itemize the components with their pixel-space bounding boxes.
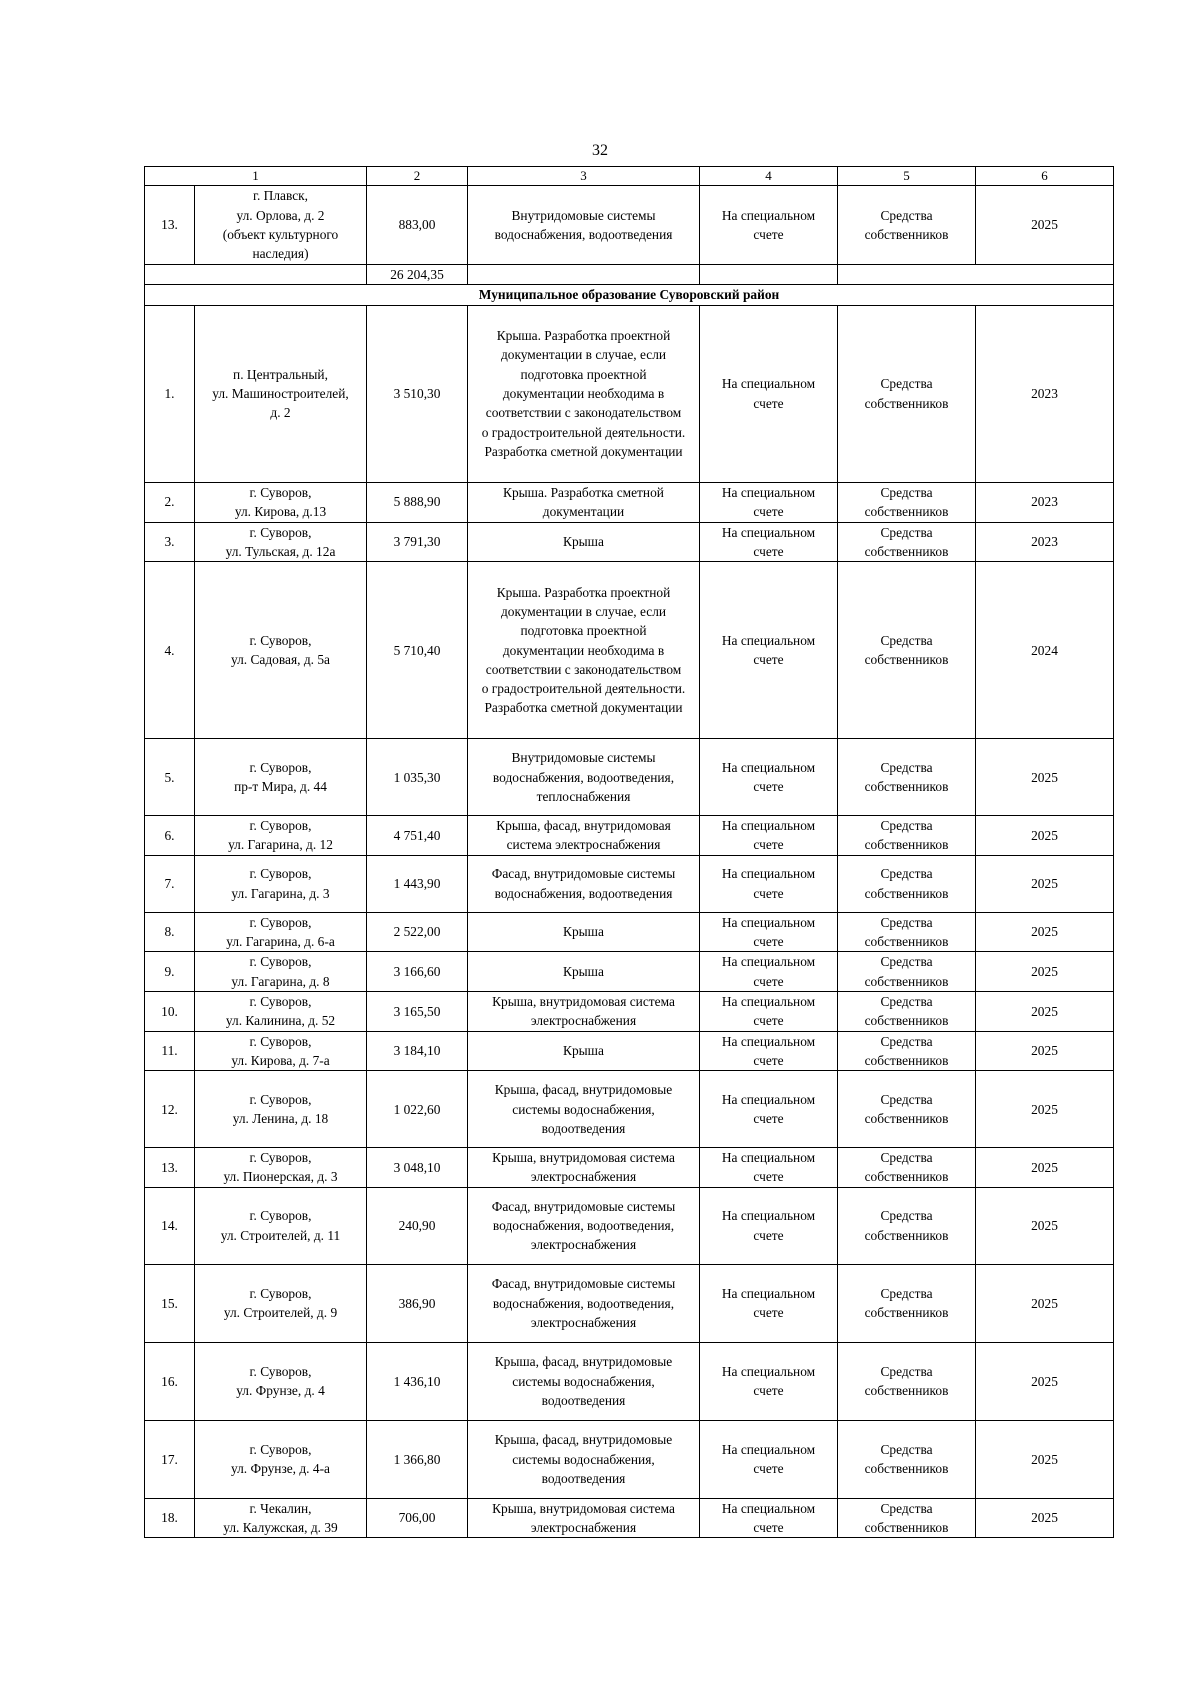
row-year: 2025 bbox=[976, 912, 1114, 952]
row-works: Крыша, внутридомовая система электроснабжения bbox=[468, 1148, 700, 1188]
row-area: 386,90 bbox=[367, 1264, 468, 1342]
row-address: г. Суворов, ул. Гагарина, д. 6-а bbox=[195, 912, 367, 952]
row-area: 2 522,00 bbox=[367, 912, 468, 952]
row-area: 1 022,60 bbox=[367, 1071, 468, 1148]
row-area: 1 436,10 bbox=[367, 1342, 468, 1420]
row-number: 1. bbox=[145, 305, 195, 482]
row-account: На специальном счете bbox=[700, 855, 838, 912]
row-number: 12. bbox=[145, 1071, 195, 1148]
row-works: Внутридомовые системы водоснабжения, водоотведения bbox=[468, 186, 700, 265]
row-source: Средства собственников bbox=[838, 1420, 976, 1498]
row-number: 6. bbox=[145, 816, 195, 856]
row-year: 2023 bbox=[976, 305, 1114, 482]
row-number: 10. bbox=[145, 991, 195, 1031]
row-source: Средства собственников bbox=[838, 522, 976, 562]
row-address: г. Суворов, ул. Гагарина, д. 12 bbox=[195, 816, 367, 856]
row-address: г. Плавск, ул. Орлова, д. 2 (объект культурного наследия) bbox=[195, 186, 367, 265]
row-works: Крыша bbox=[468, 1031, 700, 1071]
row-account: На специальном счете bbox=[700, 1264, 838, 1342]
row-number: 14. bbox=[145, 1187, 195, 1264]
row-address: г. Суворов, ул. Калинина, д. 52 bbox=[195, 991, 367, 1031]
table-row bbox=[145, 1342, 1114, 1420]
row-works: Крыша, фасад, внутридомовые системы водоснабжения, водоотведения bbox=[468, 1071, 700, 1148]
row-address: г. Суворов, ул. Садовая, д. 5а bbox=[195, 562, 367, 739]
section-title-row bbox=[145, 285, 1114, 305]
row-works: Внутридомовые системы водоснабжения, водоотведения, теплоснабжения bbox=[468, 739, 700, 816]
row-works: Крыша bbox=[468, 952, 700, 992]
row-account: На специальном счете bbox=[700, 482, 838, 522]
row-source: Средства собственников bbox=[838, 1071, 976, 1148]
capital-repair-table bbox=[144, 166, 1114, 1538]
row-address: г. Чекалин, ул. Калужская, д. 39 bbox=[195, 1498, 367, 1538]
row-area: 5 710,40 bbox=[367, 562, 468, 739]
table-row bbox=[145, 855, 1114, 912]
table-row bbox=[145, 482, 1114, 522]
row-year: 2025 bbox=[976, 739, 1114, 816]
row-number: 3. bbox=[145, 522, 195, 562]
subtotal-value: 26 204,35 bbox=[367, 265, 468, 285]
row-account: На специальном счете bbox=[700, 816, 838, 856]
row-number: 7. bbox=[145, 855, 195, 912]
row-number: 4. bbox=[145, 562, 195, 739]
row-number: 2. bbox=[145, 482, 195, 522]
row-source: Средства собственников bbox=[838, 186, 976, 265]
row-number: 15. bbox=[145, 1264, 195, 1342]
row-works: Фасад, внутридомовые системы водоснабжения, водоотведения, электроснабжения bbox=[468, 1187, 700, 1264]
row-area: 3 510,30 bbox=[367, 305, 468, 482]
row-year: 2025 bbox=[976, 952, 1114, 992]
row-source: Средства собственников bbox=[838, 482, 976, 522]
row-number: 11. bbox=[145, 1031, 195, 1071]
row-area: 1 366,80 bbox=[367, 1420, 468, 1498]
row-year: 2025 bbox=[976, 816, 1114, 856]
row-year: 2025 bbox=[976, 855, 1114, 912]
table-row bbox=[145, 562, 1114, 739]
row-source: Средства собственников bbox=[838, 1498, 976, 1538]
row-source: Средства собственников bbox=[838, 952, 976, 992]
row-source: Средства собственников bbox=[838, 991, 976, 1031]
row-address: г. Суворов, ул. Пионерская, д. 3 bbox=[195, 1148, 367, 1188]
row-year: 2025 bbox=[976, 186, 1114, 265]
row-year: 2025 bbox=[976, 1031, 1114, 1071]
row-address: г. Суворов, ул. Строителей, д. 9 bbox=[195, 1264, 367, 1342]
column-header: 3 bbox=[468, 167, 700, 186]
row-number: 16. bbox=[145, 1342, 195, 1420]
row-area: 3 184,10 bbox=[367, 1031, 468, 1071]
row-source: Средства собственников bbox=[838, 1187, 976, 1264]
row-year: 2025 bbox=[976, 1264, 1114, 1342]
row-address: г. Суворов, пр-т Мира, д. 44 bbox=[195, 739, 367, 816]
column-header: 6 bbox=[976, 167, 1114, 186]
column-header: 2 bbox=[367, 167, 468, 186]
row-works: Крыша bbox=[468, 912, 700, 952]
column-number-row bbox=[145, 167, 1114, 186]
row-works: Крыша, фасад, внутридомовая система электроснабжения bbox=[468, 816, 700, 856]
table-row bbox=[145, 952, 1114, 992]
table-row bbox=[145, 1420, 1114, 1498]
row-number: 13. bbox=[145, 1148, 195, 1188]
row-works: Крыша, фасад, внутридомовые системы водоснабжения, водоотведения bbox=[468, 1342, 700, 1420]
row-address: г. Суворов, ул. Кирова, д. 7-а bbox=[195, 1031, 367, 1071]
table-row bbox=[145, 912, 1114, 952]
section-title: Муниципальное образование Суворовский район bbox=[145, 285, 1114, 305]
row-account: На специальном счете bbox=[700, 1148, 838, 1188]
row-source: Средства собственников bbox=[838, 912, 976, 952]
table-row bbox=[145, 522, 1114, 562]
row-account: На специальном счете bbox=[700, 991, 838, 1031]
row-works: Крыша, внутридомовая система электроснабжения bbox=[468, 991, 700, 1031]
row-account: На специальном счете bbox=[700, 305, 838, 482]
table-row bbox=[145, 1498, 1114, 1538]
column-header: 4 bbox=[700, 167, 838, 186]
row-number: 8. bbox=[145, 912, 195, 952]
column-header: 1 bbox=[145, 167, 367, 186]
row-area: 706,00 bbox=[367, 1498, 468, 1538]
row-number: 17. bbox=[145, 1420, 195, 1498]
row-source: Средства собственников bbox=[838, 855, 976, 912]
row-area: 5 888,90 bbox=[367, 482, 468, 522]
row-source: Средства собственников bbox=[838, 816, 976, 856]
row-address: г. Суворов, ул. Фрунзе, д. 4-а bbox=[195, 1420, 367, 1498]
row-source: Средства собственников bbox=[838, 1031, 976, 1071]
table-row bbox=[145, 186, 1114, 265]
column-header: 5 bbox=[838, 167, 976, 186]
row-area: 3 048,10 bbox=[367, 1148, 468, 1188]
row-year: 2025 bbox=[976, 1148, 1114, 1188]
table-row bbox=[145, 1187, 1114, 1264]
row-number: 9. bbox=[145, 952, 195, 992]
row-account: На специальном счете bbox=[700, 522, 838, 562]
row-account: На специальном счете bbox=[700, 912, 838, 952]
row-works: Крыша, фасад, внутридомовые системы водоснабжения, водоотведения bbox=[468, 1420, 700, 1498]
row-works: Фасад, внутридомовые системы водоснабжения, водоотведения bbox=[468, 855, 700, 912]
row-works: Фасад, внутридомовые системы водоснабжения, водоотведения, электроснабжения bbox=[468, 1264, 700, 1342]
row-account: На специальном счете bbox=[700, 1071, 838, 1148]
row-account: На специальном счете bbox=[700, 1187, 838, 1264]
row-account: На специальном счете bbox=[700, 1420, 838, 1498]
row-works: Крыша, внутридомовая система электроснабжения bbox=[468, 1498, 700, 1538]
table-row bbox=[145, 1148, 1114, 1188]
row-address: г. Суворов, ул. Гагарина, д. 8 bbox=[195, 952, 367, 992]
row-area: 4 751,40 bbox=[367, 816, 468, 856]
row-year: 2025 bbox=[976, 1498, 1114, 1538]
table-row bbox=[145, 739, 1114, 816]
row-year: 2025 bbox=[976, 991, 1114, 1031]
table-row bbox=[145, 1071, 1114, 1148]
row-account: На специальном счете bbox=[700, 562, 838, 739]
row-address: г. Суворов, ул. Ленина, д. 18 bbox=[195, 1071, 367, 1148]
row-year: 2023 bbox=[976, 522, 1114, 562]
row-area: 3 791,30 bbox=[367, 522, 468, 562]
row-source: Средства собственников bbox=[838, 305, 976, 482]
row-works: Крыша bbox=[468, 522, 700, 562]
table-row bbox=[145, 1264, 1114, 1342]
row-works: Крыша. Разработка проектной документации в случае, если подготовка проектной документации необходима в соответствии с законодательством о градостроительной деятельности. Разработка сметной документации bbox=[468, 562, 700, 739]
row-year: 2023 bbox=[976, 482, 1114, 522]
row-source: Средства собственников bbox=[838, 1148, 976, 1188]
row-year: 2025 bbox=[976, 1420, 1114, 1498]
table-row bbox=[145, 305, 1114, 482]
row-account: На специальном счете bbox=[700, 186, 838, 265]
row-area: 883,00 bbox=[367, 186, 468, 265]
subtotal-row bbox=[145, 265, 1114, 285]
row-number: 5. bbox=[145, 739, 195, 816]
row-area: 3 165,50 bbox=[367, 991, 468, 1031]
row-account: На специальном счете bbox=[700, 1498, 838, 1538]
table-row bbox=[145, 991, 1114, 1031]
row-number: 13. bbox=[145, 186, 195, 265]
row-year: 2024 bbox=[976, 562, 1114, 739]
row-source: Средства собственников bbox=[838, 1342, 976, 1420]
row-address: г. Суворов, ул. Фрунзе, д. 4 bbox=[195, 1342, 367, 1420]
row-account: На специальном счете bbox=[700, 952, 838, 992]
row-year: 2025 bbox=[976, 1187, 1114, 1264]
table-row bbox=[145, 1031, 1114, 1071]
table-row bbox=[145, 816, 1114, 856]
row-address: п. Центральный, ул. Машиностроителей, д. 2 bbox=[195, 305, 367, 482]
row-account: На специальном счете bbox=[700, 1342, 838, 1420]
row-source: Средства собственников bbox=[838, 1264, 976, 1342]
row-address: г. Суворов, ул. Кирова, д.13 bbox=[195, 482, 367, 522]
row-source: Средства собственников bbox=[838, 739, 976, 816]
row-area: 1 035,30 bbox=[367, 739, 468, 816]
row-works: Крыша. Разработка проектной документации в случае, если подготовка проектной документации необходима в соответствии с законодательством о градостроительной деятельности. Разработка сметной документации bbox=[468, 305, 700, 482]
row-area: 1 443,90 bbox=[367, 855, 468, 912]
row-area: 240,90 bbox=[367, 1187, 468, 1264]
page-number: 32 bbox=[592, 142, 608, 159]
row-works: Крыша. Разработка сметной документации bbox=[468, 482, 700, 522]
row-number: 18. bbox=[145, 1498, 195, 1538]
row-year: 2025 bbox=[976, 1071, 1114, 1148]
row-address: г. Суворов, ул. Строителей, д. 11 bbox=[195, 1187, 367, 1264]
row-account: На специальном счете bbox=[700, 1031, 838, 1071]
row-address: г. Суворов, ул. Гагарина, д. 3 bbox=[195, 855, 367, 912]
row-address: г. Суворов, ул. Тульская, д. 12а bbox=[195, 522, 367, 562]
row-year: 2025 bbox=[976, 1342, 1114, 1420]
row-source: Средства собственников bbox=[838, 562, 976, 739]
row-account: На специальном счете bbox=[700, 739, 838, 816]
row-area: 3 166,60 bbox=[367, 952, 468, 992]
